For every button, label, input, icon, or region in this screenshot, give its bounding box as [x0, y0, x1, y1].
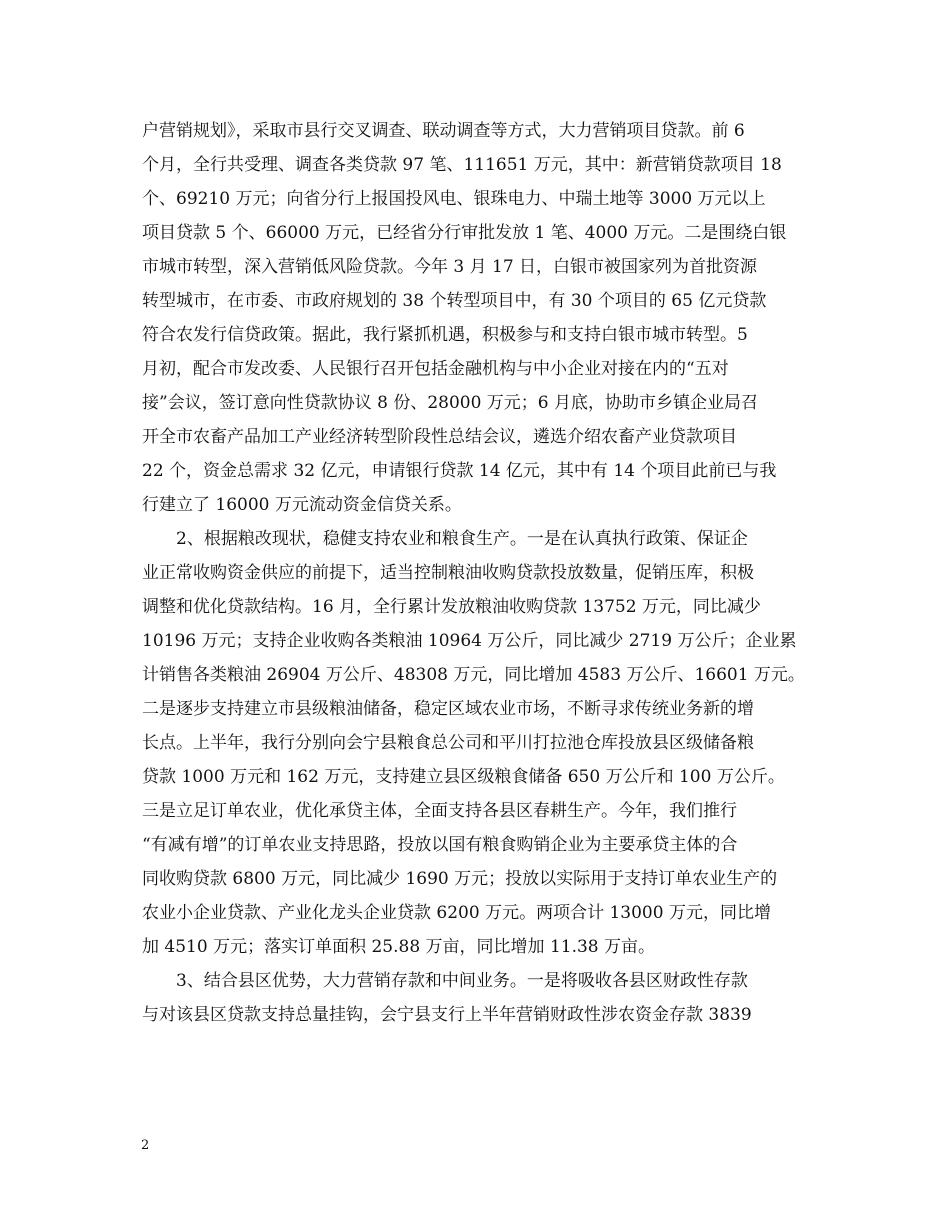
text-line: 长点。上半年，我行分别向会宁县粮食总公司和平川打拉池仓库投放县区级储备粮: [142, 733, 754, 753]
text-line: 接”会议，签订意向性贷款协议 8 份、28000 万元；6 月底，协助市乡镇企业局召: [142, 393, 759, 413]
text-line: 户营销规划》，采取市县行交叉调查、联动调查等方式，大力营销项目贷款。前 6: [142, 121, 745, 141]
paragraph-start-line: 2、根据粮改现状，稳健支持农业和粮食生产。一是在认真执行政策、保证企: [142, 529, 748, 549]
paragraph-start-line: 3、结合县区优势，大力营销存款和中间业务。一是将吸收各县区财政性存款: [142, 971, 748, 991]
text-line: 同收购贷款 6800 万元，同比减少 1690 万元；投放以实际用于支持订单农业生产的: [142, 869, 778, 889]
text-line: 业正常收购资金供应的前提下，适当控制粮油收购贷款投放数量，促销压库，积极: [142, 563, 754, 583]
text-line: 开全市农畜产品加工产业经济转型阶段性总结会议，遴选介绍农畜产业贷款项目: [142, 427, 737, 447]
text-line: 市城市转型，深入营销低风险贷款。今年 3 月 17 日，白银市被国家列为首批资源: [142, 257, 758, 277]
text-line: “有减有增”的订单农业支持思路，投放以国有粮食购销企业为主要承贷主体的合: [142, 835, 738, 855]
text-line: 符合农发行信贷政策。据此，我行紧抓机遇，积极参与和支持白银市城市转型。5: [142, 325, 748, 345]
text-line: 月初，配合市发改委、人民银行召开包括金融机构与中小企业对接在内的“五对: [142, 359, 729, 379]
text-line: 个月，全行共受理、调查各类贷款 97 笔、111651 万元，其中：新营销贷款项目 18: [142, 155, 782, 175]
text-line: 22 个，资金总需求 32 亿元，申请银行贷款 14 亿元，其中有 14 个项目此前已与我: [142, 461, 777, 481]
text-line: 个、69210 万元；向省分行上报国投风电、银珠电力、中瑞土地等 3000 万元以上: [142, 189, 766, 209]
text-line: 与对该县区贷款支持总量挂钩，会宁县支行上半年营销财政性涉农资金存款 3839: [142, 1005, 752, 1025]
text-line: 项目贷款 5 个、66000 万元，已经省分行审批发放 1 笔、4000 万元。二是围绕白银: [142, 223, 787, 243]
text-line: 三是立足订单农业，优化承贷主体，全面支持各县区春耕生产。今年，我们推行: [142, 801, 737, 821]
text-line: 调整和优化贷款结构。16 月，全行累计发放粮油收购贷款 13752 万元，同比减少: [142, 597, 761, 617]
page-number: 2: [141, 1138, 150, 1153]
text-line: 转型城市，在市委、市政府规划的 38 个转型项目中，有 30 个项目的 65 亿元贷款: [142, 291, 767, 311]
document-body: [142, 114, 814, 1032]
text-line: 加 4510 万元；落实订单面积 25.88 万亩，同比增加 11.38 万亩。: [142, 937, 656, 957]
text-line: 农业小企业贷款、产业化龙头企业贷款 6200 万元。两项合计 13000 万元，同比增: [142, 903, 771, 923]
text-line: 贷款 1000 万元和 162 万元，支持建立县区级粮食储备 650 万公斤和 100 万公斤。: [142, 767, 785, 787]
text-line: 计销售各类粮油 26904 万公斤、48308 万元，同比增加 4583 万公斤、16601 万元。: [142, 665, 805, 685]
text-line: 10196 万元；支持企业收购各类粮油 10964 万公斤，同比减少 2719 万公斤；企业累: [142, 631, 797, 651]
text-line: 二是逐步支持建立市县级粮油储备，稳定区域农业市场，不断寻求传统业务新的增: [142, 699, 754, 719]
text-line: 行建立了 16000 万元流动资金信贷关系。: [142, 495, 462, 515]
